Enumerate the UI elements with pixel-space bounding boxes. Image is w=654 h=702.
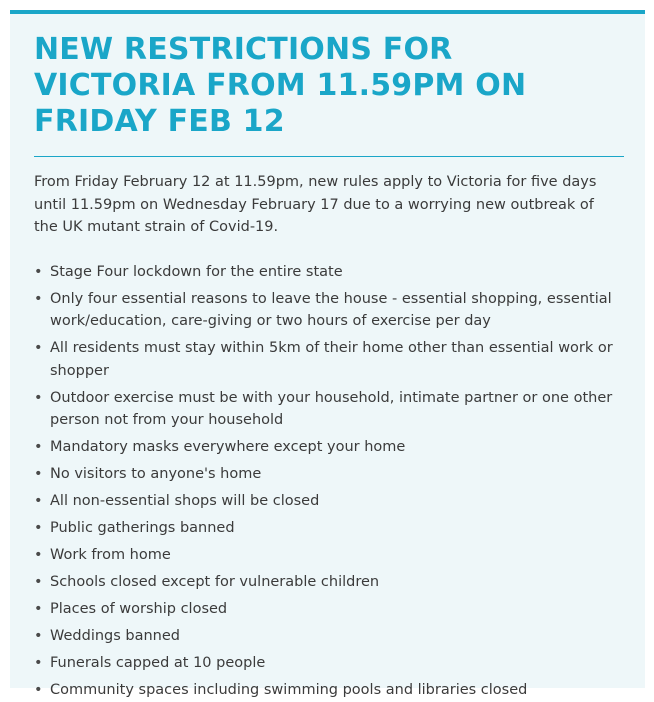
- list-item: [34, 625, 620, 648]
- bullet-icon: •: [34, 601, 43, 617]
- list-item-text: Stage Four lockdown for the entire state: [50, 263, 343, 280]
- list-item-text: No visitors to anyone's home: [50, 466, 262, 482]
- list-item-text: Only four essential reasons to leave the house - essential shopping, essential work/education, care-giving or two hours of exercise per day: [50, 290, 612, 329]
- list-item: [34, 463, 620, 486]
- list-item: [34, 288, 620, 333]
- list-item-text: Work from home: [50, 547, 171, 563]
- list-item: [34, 598, 620, 621]
- list-item: [34, 652, 620, 675]
- list-item: [34, 436, 620, 459]
- bullet-icon: •: [34, 466, 43, 482]
- list-item-text: Community spaces including swimming pools and libraries closed: [50, 682, 528, 698]
- list-item-text: Mandatory masks everywhere except your home: [50, 439, 406, 455]
- title-divider: [34, 156, 624, 157]
- list-item: [34, 490, 620, 513]
- list-item-text: Schools closed except for vulnerable children: [50, 574, 380, 590]
- bullet-icon: •: [34, 439, 43, 455]
- list-item-text: Public gatherings banned: [50, 520, 235, 536]
- list-item-text: Places of worship closed: [50, 601, 228, 617]
- intro-paragraph: From Friday February 12 at 11.59pm, new rules apply to Victoria for five days until 11.59pm on Wednesday February 17 due to a worrying new outbreak of the UK mutant strain of Covid-19.: [34, 174, 597, 235]
- list-item: [34, 679, 620, 702]
- list-item: [34, 337, 620, 382]
- list-item: [34, 571, 620, 594]
- bullet-icon: •: [34, 682, 43, 698]
- bullet-icon: •: [34, 290, 43, 307]
- bullet-icon: •: [34, 547, 43, 563]
- bullet-icon: •: [34, 574, 43, 590]
- list-item: [34, 387, 620, 432]
- list-item-text: Outdoor exercise must be with your household, intimate partner or one other person not from your household: [50, 389, 613, 428]
- bullet-icon: •: [34, 628, 43, 644]
- restrictions-list: [34, 261, 621, 702]
- list-item-text: All non-essential shops will be closed: [50, 493, 320, 509]
- bullet-icon: •: [34, 340, 43, 356]
- list-item: [34, 517, 620, 540]
- list-item-text: Weddings banned: [50, 628, 180, 644]
- list-item-text: Funerals capped at 10 people: [50, 655, 266, 671]
- bullet-icon: •: [34, 655, 43, 671]
- restrictions-card: [10, 10, 645, 698]
- list-item: [34, 544, 620, 567]
- page-title: NEW RESTRICTIONS FOR VICTORIA FROM 11.59PM ON FRIDAY FEB 12: [34, 32, 527, 139]
- bullet-icon: •: [34, 520, 43, 536]
- list-item-text: All residents must stay within 5km of their home other than essential work or shopper: [50, 340, 613, 379]
- bullet-icon: •: [34, 493, 43, 509]
- bullet-icon: •: [34, 263, 43, 280]
- bullet-icon: •: [34, 389, 43, 406]
- list-item: [34, 261, 620, 284]
